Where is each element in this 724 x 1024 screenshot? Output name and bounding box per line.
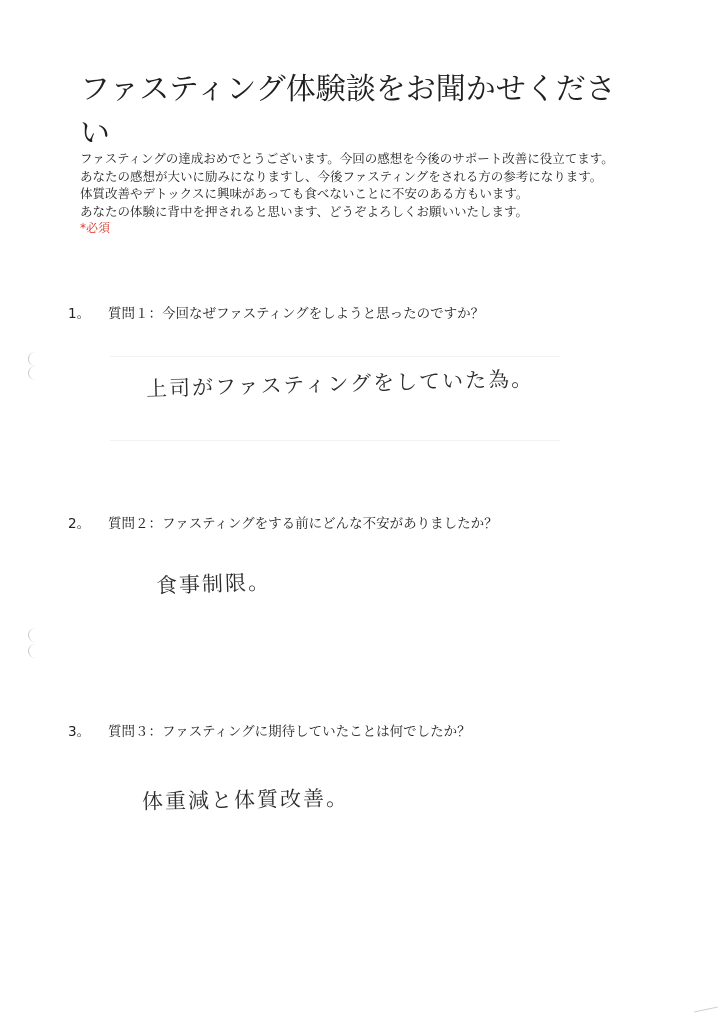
scan-edge-mark: [694, 1007, 718, 1013]
binder-hole-mark: [28, 352, 43, 366]
intro-line: ファスティングの達成おめでとうございます。今回の感想を今後のサポート改善に役立てます。: [80, 151, 614, 166]
question-number: 3。: [68, 724, 91, 740]
question-text: 質問２：ファスティングをする前にどんな不安がありましたか？: [108, 516, 498, 532]
question-text: 質問１：今回なぜファスティングをしようと思ったのですか？: [108, 306, 485, 322]
answer-field-line: [110, 356, 560, 357]
answer-field-line: [110, 440, 560, 441]
question-text: 質問３：ファスティングに期待していたことは何でしたか？: [108, 724, 471, 740]
handwritten-answer-2[interactable]: 食事制限。: [155, 570, 272, 598]
question-number: 1。: [68, 306, 91, 322]
intro-line: あなたの体験に背中を押されると思います、どうぞよろしくお願いいたします。: [80, 203, 529, 219]
form-description: [80, 150, 640, 238]
handwritten-answer-3[interactable]: 体重減と体質改善。: [141, 786, 350, 814]
required-note: *必須: [80, 221, 111, 235]
binder-hole-mark: [28, 628, 43, 642]
form-title: ファスティング体験談をお聞かせください: [80, 72, 616, 151]
question-number: 2。: [68, 516, 91, 532]
intro-line: 体質改善やデトックスに興味があっても食べないことに不安のある方もいます。: [80, 186, 529, 201]
binder-hole-mark: [28, 644, 43, 658]
binder-hole-mark: [28, 366, 43, 380]
intro-line: あなたの感想が大いに励みになりますし、今後ファスティングをされる方の参考になります。: [80, 168, 603, 184]
handwritten-answer-1[interactable]: 上司がファスティングをしていた為。: [145, 366, 535, 402]
